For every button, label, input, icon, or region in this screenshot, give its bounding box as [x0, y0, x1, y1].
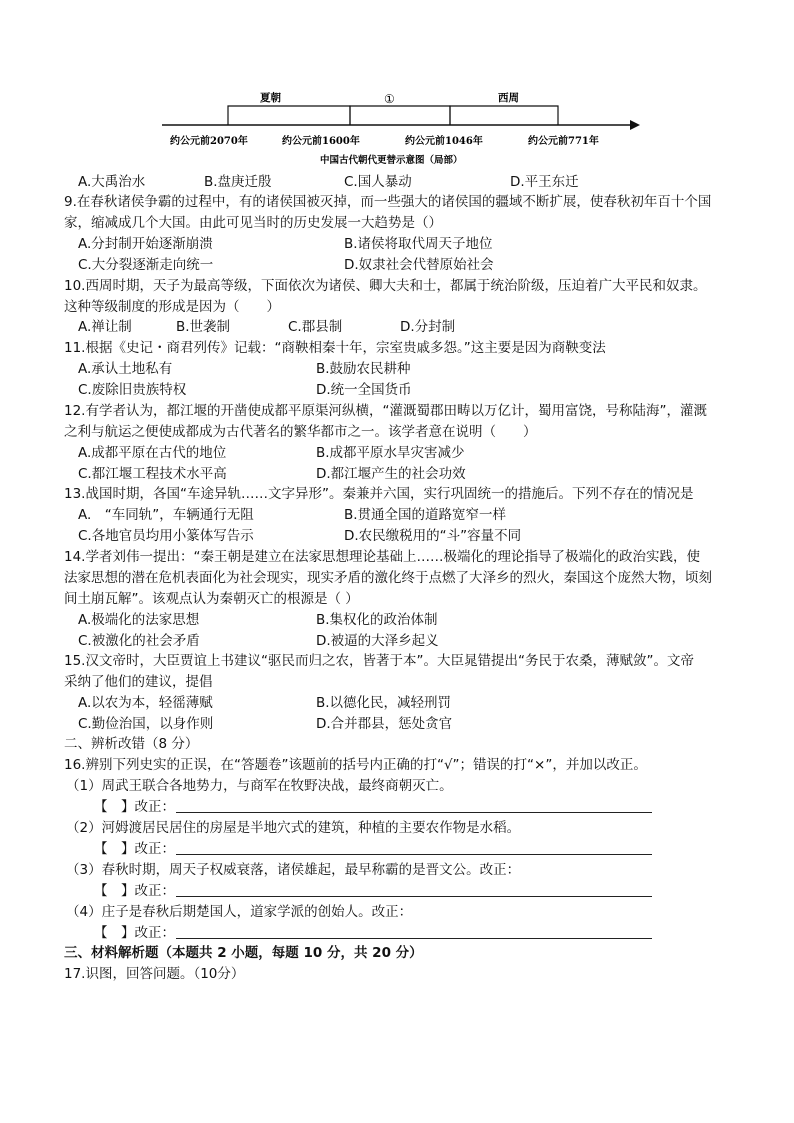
q16-answer-line-2[interactable] [176, 854, 652, 855]
q13-option-c: C.各地官员均用小篆体写告示 [78, 528, 254, 544]
timeline-arrow [630, 120, 640, 130]
q10-stem-2: 这种等级制度的形成是因为（ ） [64, 299, 280, 315]
q8-option-a: A.大禹治水 [78, 174, 146, 190]
timeline-date-4: 约公元前771年 [528, 136, 599, 147]
q9-option-c: C.大分裂逐渐走向统一 [78, 257, 214, 273]
timeline-label-1: ① [384, 92, 395, 106]
q16-fix-label-4: 【 】改正： [94, 925, 175, 941]
q12-option-d: D.都江堰产生的社会功效 [316, 466, 466, 482]
q9-stem-1: 9.在春秋诸侯争霸的过程中，有的诸侯国被灭掉，而一些强大的诸侯国的疆域不断扩展，使春秋初年百十个国 [64, 194, 712, 210]
section-3-heading: 三、材料解析题（本题共 2 小题，每题 10 分，共 20 分） [64, 945, 423, 961]
bracket-xizhou [450, 106, 558, 125]
timeline-date-3: 约公元前1046年 [405, 136, 483, 147]
q10-option-c: C.郡县制 [288, 319, 343, 335]
q15-stem-2: 采纳了他们的建议，提倡 [64, 674, 213, 690]
q16-fix-label-3: 【 】改正： [94, 883, 175, 899]
q8-option-b: B.盘庚迁殷 [204, 174, 272, 190]
q17-stem: 17.识图，回答问题。（10分） [64, 966, 245, 982]
timeline-caption: 中国古代朝代更替示意图（局部） [320, 155, 463, 166]
q16-fix-label-1: 【 】改正： [94, 799, 175, 815]
bracket-1 [350, 106, 450, 125]
q13-stem-1: 13.战国时期，各国“车途异轨……文字异形”。秦兼并六国，实行巩固统一的措施后。下列不存在的情况是 [64, 486, 694, 502]
q10-option-d: D.分封制 [400, 319, 456, 335]
q13-option-a: A. “车同轨”，车辆通行无阻 [78, 507, 254, 523]
q8-option-c: C.国人暴动 [344, 174, 412, 190]
dynasty-timeline [160, 86, 640, 168]
q12-option-c: C.都江堰工程技术水平高 [78, 466, 227, 482]
q9-option-a: A.分封制开始逐渐崩溃 [78, 236, 213, 252]
q16-item-2: （2）河姆渡居民居住的房屋是半地穴式的建筑，种植的主要农作物是水稻。 [66, 820, 521, 836]
q9-stem-2: 家，缩减成几个大国。由此可见当时的历史发展一大趋势是（） [64, 215, 442, 231]
q12-stem-2: 之利与航运之便使成都成为古代著名的繁华都市之一。该学者意在说明（ ） [64, 424, 537, 440]
q12-option-b: B.成都平原水旱灾害减少 [316, 445, 465, 461]
q13-option-b: B.贯通全国的道路宽窄一样 [344, 507, 507, 523]
q10-stem-1: 10.西周时期，天子为最高等级，下面依次为诸侯、卿大夫和士，都属于统治阶级，压迫着广大平民和奴隶。 [64, 278, 707, 294]
q11-stem-1: 11.根据《史记・商君列传》记载：“商鞅相秦十年，宗室贵戚多怨。”这主要是因为商鞅变法 [64, 340, 606, 356]
q9-option-b: B.诸侯将取代周天子地位 [344, 236, 493, 252]
q11-option-b: B.鼓励农民耕种 [316, 361, 411, 377]
q15-option-d: D.合并郡县，惩处贪官 [316, 716, 453, 732]
q16-item-4: （4）庄子是春秋后期楚国人，道家学派的创始人。改正： [66, 904, 413, 920]
q14-option-b: B.集权化的政治体制 [316, 612, 438, 628]
q16-item-1: （1）周武王联合各地势力，与商军在牧野决战，最终商朝灭亡。 [66, 778, 453, 794]
section-2-heading: 二、辨析改错（8 分） [64, 736, 199, 752]
q10-option-b: B.世袭制 [176, 319, 231, 335]
q12-stem-1: 12.有学者认为，都江堰的开凿使成都平原渠河纵横，“灌溉蜀郡田畴以万亿计，蜀用富饶，号称陆海”，灌溉 [64, 403, 707, 419]
q16-answer-line-3[interactable] [176, 896, 652, 897]
q16-fix-label-2: 【 】改正： [94, 841, 175, 857]
q9-option-d: D.奴隶社会代替原始社会 [344, 257, 494, 273]
q14-stem-2: 法家思想的潜在危机表面化为社会现实，现实矛盾的激化终于点燃了大泽乡的烈火，秦国这个庞然大物，顷刻 [64, 570, 712, 586]
timeline-label-xia: 夏朝 [260, 92, 281, 104]
q11-option-d: D.统一全国货币 [316, 382, 412, 398]
q11-option-c: C.废除旧贵族特权 [78, 382, 187, 398]
timeline-label-xizhou: 西周 [498, 92, 519, 104]
q11-option-a: A.承认土地私有 [78, 361, 173, 377]
q16-answer-line-1[interactable] [176, 812, 652, 813]
q16-answer-line-4[interactable] [176, 938, 652, 939]
q14-option-c: C.被激化的社会矛盾 [78, 633, 200, 649]
q8-option-d: D.平王东迁 [510, 174, 579, 190]
q14-stem-3: 间土崩瓦解”。该观点认为秦朝灭亡的根源是（ ） [64, 591, 359, 607]
q12-option-a: A.成都平原在古代的地位 [78, 445, 227, 461]
bracket-xia [228, 106, 350, 125]
q16-item-3: （3）春秋时期，周天子权威衰落，诸侯雄起，最早称霸的是晋文公。改正： [66, 862, 521, 878]
q14-option-d: D.被逼的大泽乡起义 [316, 633, 439, 649]
q15-option-c: C.勤俭治国，以身作则 [78, 716, 214, 732]
q14-stem-1: 14.学者刘伟一提出：“秦王朝是建立在法家思想理论基础上……极端化的理论指导了极端化的政治实践，使 [64, 549, 700, 565]
q14-option-a: A.极端化的法家思想 [78, 612, 200, 628]
q13-option-d: D.农民缴税用的“斗”容量不同 [344, 528, 522, 544]
q10-option-a: A.禅让制 [78, 319, 132, 335]
q15-option-a: A.以农为本，轻徭薄赋 [78, 695, 213, 711]
q16-stem: 16.辨别下列史实的正误，在“答题卷”该题前的括号内正确的打“√”；错误的打“×”，并加以改正。 [64, 757, 647, 773]
q15-stem-1: 15.汉文帝时，大臣贾谊上书建议“驱民而归之农，皆著于本”。大臣晁错提出“务民于农桑，薄赋敛”。文帝 [64, 653, 694, 669]
q15-option-b: B.以德化民，减轻刑罚 [316, 695, 452, 711]
timeline-date-1: 约公元前2070年 [170, 136, 248, 147]
timeline-date-2: 约公元前1600年 [282, 136, 360, 147]
